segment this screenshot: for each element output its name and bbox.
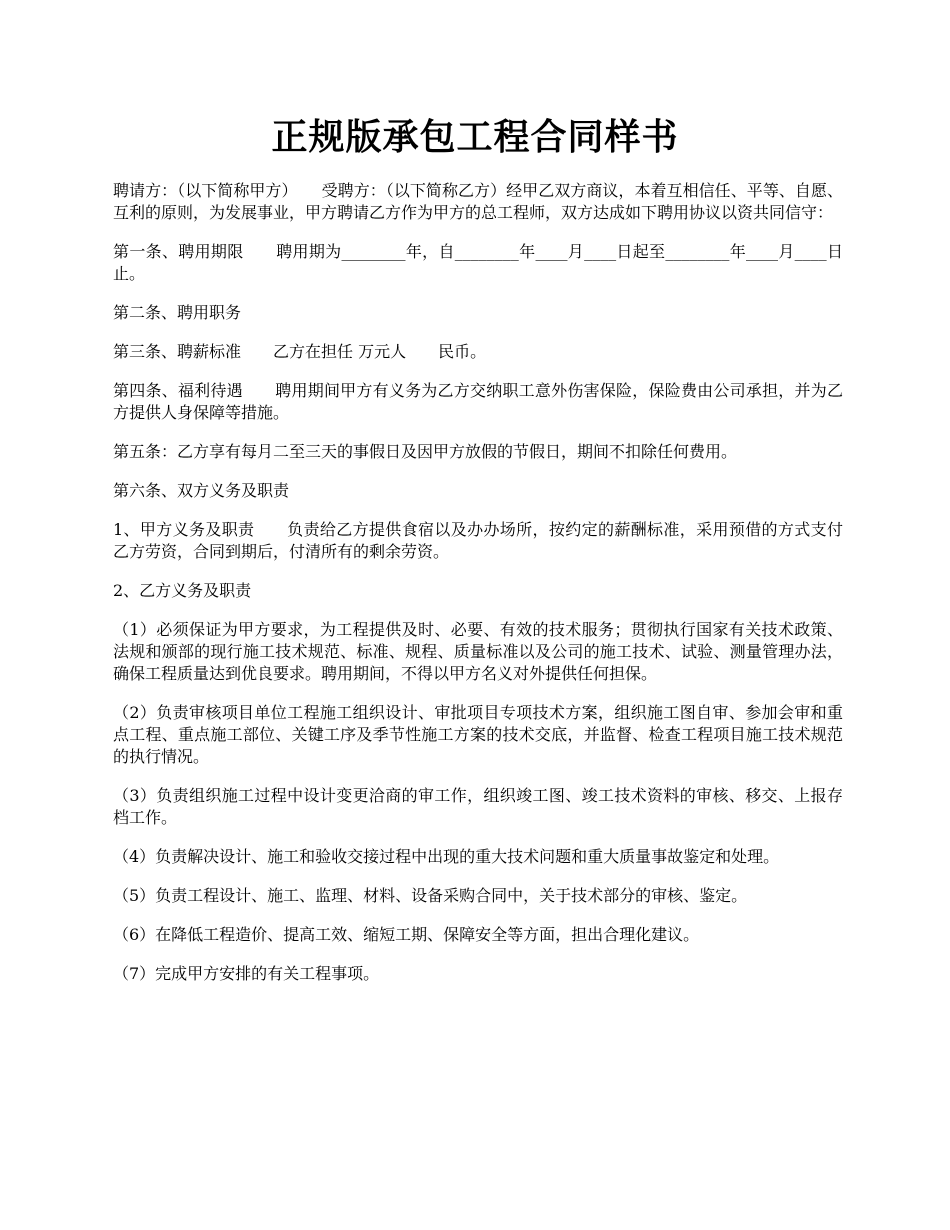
paragraph-duty-1: （1）必须保证为甲方要求，为工程提供及时、必要、有效的技术服务；贯彻执行国家有关技术政策、法规和颁部的现行施工技术规范、标准、规程、质量标准以及公司的施工技术、试验、测量管理办法，确保工程质量达到优良要求。聘用期间，不得以甲方名义对外提供任何担保。 — [113, 620, 843, 683]
paragraph-duty-7: （7）完成甲方安排的有关工程事项。 — [113, 964, 380, 983]
paragraph-party-a-duties: 1、甲方义务及职责 负责给乙方提供食宿以及办办场所，按约定的薪酬标准，采用预借的方式支付乙方劳资，合同到期后，付清所有的剩余劳资。 — [113, 520, 843, 561]
paragraph-article-4: 第四条、福利待遇 聘用期间甲方有义务为乙方交纳职工意外伤害保险，保险费由公司承担，并为乙方提供人身保障等措施。 — [113, 381, 843, 422]
paragraph-duty-3: （3）负责组织施工过程中设计变更洽商的审工作，组织竣工图、竣工技术资料的审核、移交、上报存档工作。 — [113, 786, 843, 827]
paragraph-party-b-heading: 2、乙方义务及职责 — [113, 581, 252, 600]
paragraph-duty-2: （2）负责审核项目单位工程施工组织设计、审批项目专项技术方案，组织施工图自审、参加会审和重点工程、重点施工部位、关键工序及季节性施工方案的技术交底，并监督、检查工程项目施工技术规范的执行情况。 — [113, 703, 843, 766]
document-title: 正规版承包工程合同样书 — [271, 116, 679, 158]
paragraph-article-6: 第六条、双方义务及职责 — [113, 481, 290, 500]
paragraph-article-1: 第一条、聘用期限 聘用期为________年，自________年____月____日起至________年____月____日止。 — [113, 242, 843, 283]
paragraph-article-5: 第五条：乙方享有每月二至三天的事假日及因甲方放假的节假日，期间不扣除任何费用。 — [113, 442, 738, 461]
paragraph-duty-4: （4）负责解决设计、施工和验收交接过程中出现的重大技术问题和重大质量事故鉴定和处理。 — [113, 847, 780, 866]
paragraph-article-3: 第三条、聘薪标准 乙方在担任 万元人 民币。 — [113, 342, 487, 361]
paragraph-duty-5: （5）负责工程设计、施工、监理、材料、设备采购合同中，关于技术部分的审核、鉴定。 — [113, 886, 748, 905]
paragraph-preamble: 聘请方：（以下简称甲方） 受聘方：（以下简称乙方）经甲乙双方商议，本着互相信任、平等、自愿、互利的原则，为发展事业，甲方聘请乙方作为甲方的总工程师，双方达成如下聘用协议以资共同信守： — [113, 181, 843, 222]
paragraph-duty-6: （6）在降低工程造价、提高工效、缩短工期、保障安全等方面，担出合理化建议。 — [113, 925, 700, 944]
paragraph-article-2: 第二条、聘用职务 — [113, 303, 242, 322]
document-body — [113, 180, 843, 1002]
